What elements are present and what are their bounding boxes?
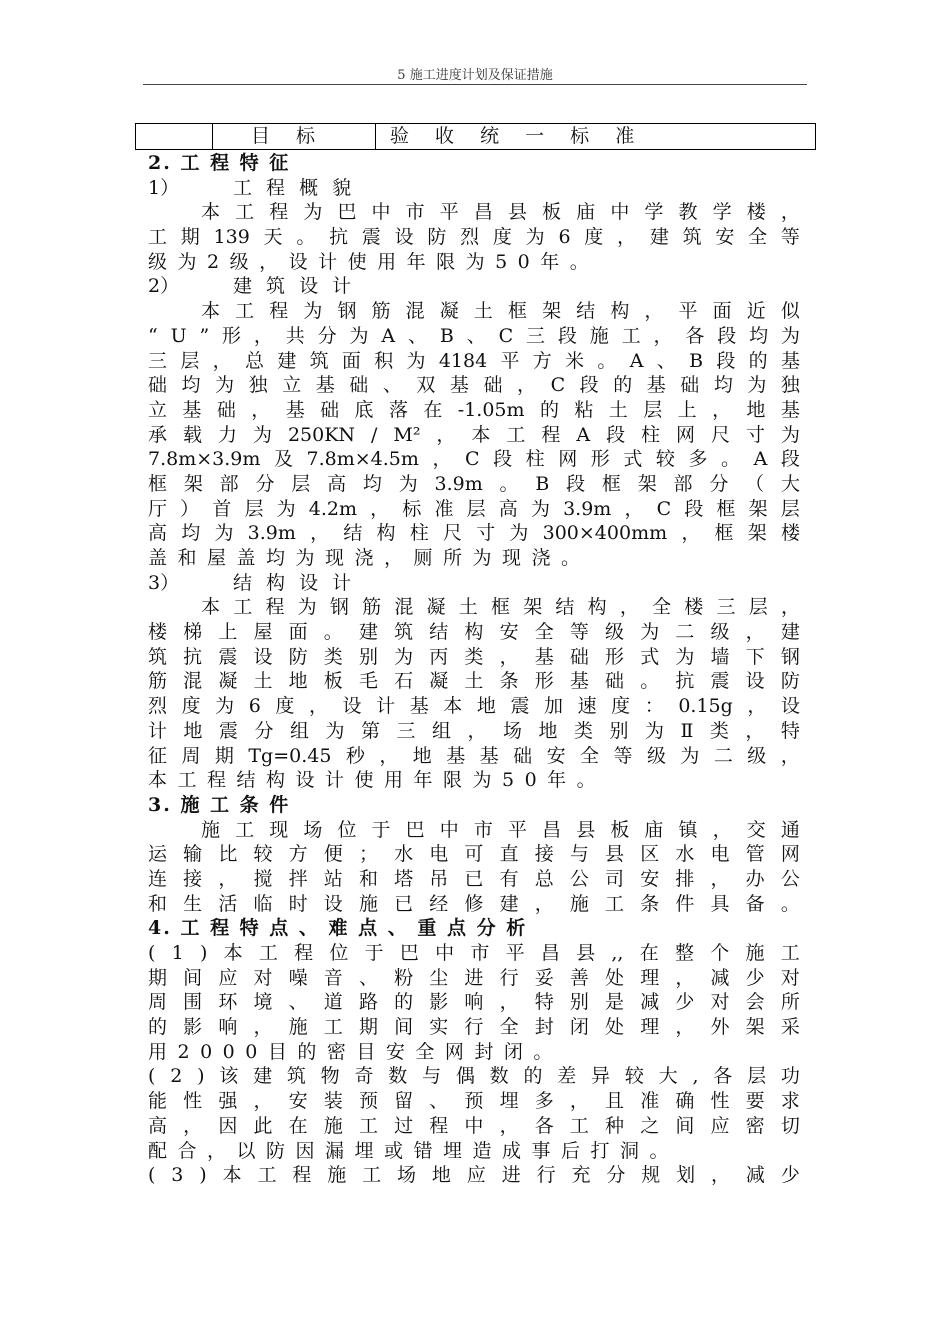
- line-text: 能 性 强 ， 安 装 预 留 、 预 埋 多 ， 且 准 确 性 要 求: [148, 1090, 800, 1113]
- line-text: 的 影 响 ， 施 工 期 间 实 行 全 封 闭 处 理 ， 外 架 采: [148, 1016, 800, 1039]
- line-text: 框 架 部 分 层 高 均 为 3.9m 。 B 段 框 架 部 分 （ 大: [148, 472, 800, 495]
- text-line: [148, 373, 800, 398]
- line-text: ( 2 ) 该 建 筑 物 奇 数 与 偶 数 的 差 异 较 大 , 各 层 功: [148, 1065, 800, 1088]
- line-text: 础 均 为 独 立 基 础 、 双 基 础 ， C 段 的 基 础 均 为 独: [148, 374, 800, 397]
- text-line: [148, 595, 800, 620]
- section-heading: [148, 916, 800, 941]
- subsection-number: 2）: [148, 275, 180, 298]
- line-text: 期 间 应 对 噪 音 、 粉 尘 进 行 妥 善 处 理 ， 减 少 对: [148, 966, 800, 989]
- standards-table: [135, 123, 816, 150]
- table-row: [136, 124, 816, 150]
- subsection-heading: [148, 571, 800, 596]
- line-text: 运 输 比 较 方 便 ； 水 电 可 直 接 与 县 区 水 电 管 网: [148, 843, 800, 866]
- line-text: 级为2级，设计使用年限为50年。: [148, 250, 600, 273]
- line-text: 工 期 139 天 。 抗 震 设 防 烈 度 为 6 度 ， 建 筑 安 全 等: [148, 226, 800, 249]
- subsection-number: 3）: [148, 571, 180, 594]
- page-header: 5 施工进度计划及保证措施: [397, 68, 553, 83]
- subsection-number: 1）: [148, 176, 180, 199]
- line-text: 2. 工 程 特 征: [148, 152, 291, 174]
- line-text: 连 接 ， 搅 拌 站 和 塔 吊 已 有 总 公 司 安 排 ， 办 公: [148, 867, 800, 890]
- line-text: “ U ” 形 ， 共 分 为 A 、 B 、 C 三 段 施 工 ， 各 段 均 为: [148, 324, 800, 347]
- line-text: 承 载 力 为 250KN / M² ， 本 工 程 A 段 柱 网 尺 寸 为: [148, 423, 800, 446]
- section-heading: [148, 151, 800, 176]
- line-text: 征 周 期 Tg=0.45 秒 ， 地 基 基 础 安 全 等 级 为 二 级 ，: [148, 744, 800, 767]
- text-line: [148, 941, 800, 966]
- text-line: [148, 1139, 800, 1164]
- text-line: [148, 521, 800, 546]
- text-line: [148, 398, 800, 423]
- header-rule: [143, 84, 807, 85]
- text-line: [148, 447, 800, 472]
- text-line: [148, 768, 800, 793]
- line-text: 烈 度 为 6 度 ， 设 计 基 本 地 震 加 速 度 ： 0.15g ， 设: [148, 695, 800, 718]
- text-line: [148, 867, 800, 892]
- line-text: 筋 混 凝 土 地 板 毛 石 凝 土 条 形 基 础 。 抗 震 设 防: [148, 670, 800, 693]
- line-text: 立 基 础 ， 基 础 底 落 在 -1.05m 的 粘 土 层 上 ， 地 基: [148, 398, 800, 421]
- text-line: [148, 842, 800, 867]
- text-line: [148, 719, 800, 744]
- text-line: [148, 645, 800, 670]
- line-text: 高 均 为 3.9m ， 结 构 柱 尺 寸 为 300×400mm ， 框 架 楼: [148, 522, 800, 545]
- text-line: [148, 349, 800, 374]
- text-line: [148, 299, 800, 324]
- line-text: 7.8m×3.9m 及 7.8m×4.5m ， C 段 柱 网 形 式 较 多 。 A 段: [148, 448, 800, 471]
- text-line: [148, 324, 800, 349]
- text-line: [148, 1163, 800, 1188]
- line-text: ( 3 ) 本 工 程 施 工 场 地 应 进 行 充 分 规 划 ， 减 少: [148, 1164, 800, 1187]
- table-cell-target: 目 标: [213, 124, 376, 150]
- line-text: 和 生 活 临 时 设 施 已 经 修 建 ， 施 工 条 件 具 备 。: [148, 892, 800, 915]
- line-text: 楼 梯 上 屋 面 。 建 筑 结 构 安 全 等 级 为 二 级 ， 建: [148, 621, 800, 644]
- text-line: [148, 225, 800, 250]
- line-text: 周 围 环 境 、 道 路 的 影 响 ， 特 别 是 减 少 对 会 所: [148, 991, 800, 1014]
- text-line: [148, 546, 800, 571]
- line-text: 本 工 程 为 钢 筋 混 凝 土 框 架 结 构 ， 平 面 近 似: [201, 300, 800, 323]
- text-line: [148, 1015, 800, 1040]
- subsection-title: 工 程 概 貌: [233, 176, 356, 199]
- text-line: [148, 200, 800, 225]
- text-line: [148, 744, 800, 769]
- text-line: [148, 818, 800, 843]
- text-line: [148, 620, 800, 645]
- line-text: ( 1 ) 本 工 程 位 于 巴 中 市 平 昌 县 ,, 在 整 个 施 工: [148, 942, 800, 964]
- text-line: [148, 990, 800, 1015]
- line-text: 本 工 程 为 巴 中 市 平 昌 县 板 庙 中 学 教 学 楼 ，: [201, 201, 800, 224]
- text-line: [148, 250, 800, 275]
- line-text: 3. 施 工 条 件: [148, 793, 291, 816]
- line-text: 盖和屋盖均为现浇，厕所为现浇。: [148, 547, 591, 569]
- subsection-title: 结 构 设 计: [233, 571, 356, 594]
- line-text: 厅 ） 首 层 为 4.2m ， 标 准 层 高 为 3.9m ， C 段 框 架 层: [148, 497, 800, 520]
- line-text: 筑 抗 震 设 防 类 别 为 丙 类 ， 基 础 形 式 为 墙 下 钢: [148, 645, 800, 668]
- line-text: 用2000目的密目安全网封闭。: [148, 1040, 563, 1063]
- document-body: [148, 151, 800, 1188]
- text-line: [148, 1064, 800, 1089]
- line-text: 高 ， 因 此 在 施 工 过 程 中 ， 各 工 种 之 间 应 密 切: [148, 1114, 800, 1137]
- table-cell-empty: [136, 124, 213, 150]
- text-line: [148, 694, 800, 719]
- subsection-title: 建 筑 设 计: [233, 275, 356, 298]
- line-text: 本工程结构设计使用年限为50年。: [148, 769, 607, 792]
- text-line: [148, 497, 800, 522]
- text-line: [148, 966, 800, 991]
- text-line: [148, 669, 800, 694]
- text-line: [148, 423, 800, 448]
- text-line: [148, 1040, 800, 1065]
- text-line: [148, 1114, 800, 1139]
- line-text: 配合，以防因漏埋或错埋造成事后打洞。: [148, 1139, 680, 1162]
- text-line: [148, 472, 800, 497]
- line-text: 4. 工 程 特 点 、 难 点 、 重 点 分 析: [148, 917, 528, 940]
- subsection-heading: [148, 176, 800, 201]
- subsection-heading: [148, 274, 800, 299]
- text-line: [148, 1089, 800, 1114]
- table-cell-standard: 验 收 统 一 标 准: [376, 124, 816, 150]
- line-text: 施 工 现 场 位 于 巴 中 市 平 昌 县 板 庙 镇 ， 交 通: [201, 818, 800, 841]
- section-heading: [148, 793, 800, 818]
- line-text: 本 工 程 为 钢 筋 混 凝 土 框 架 结 构 ， 全 楼 三 层 ，: [201, 596, 800, 619]
- text-line: [148, 892, 800, 917]
- line-text: 三 层 ， 总 建 筑 面 积 为 4184 平 方 米 。 A 、 B 段 的 基: [148, 349, 800, 372]
- line-text: 计 地 震 分 组 为 第 三 组 ， 场 地 类 别 为 Ⅱ 类 ， 特: [148, 719, 800, 742]
